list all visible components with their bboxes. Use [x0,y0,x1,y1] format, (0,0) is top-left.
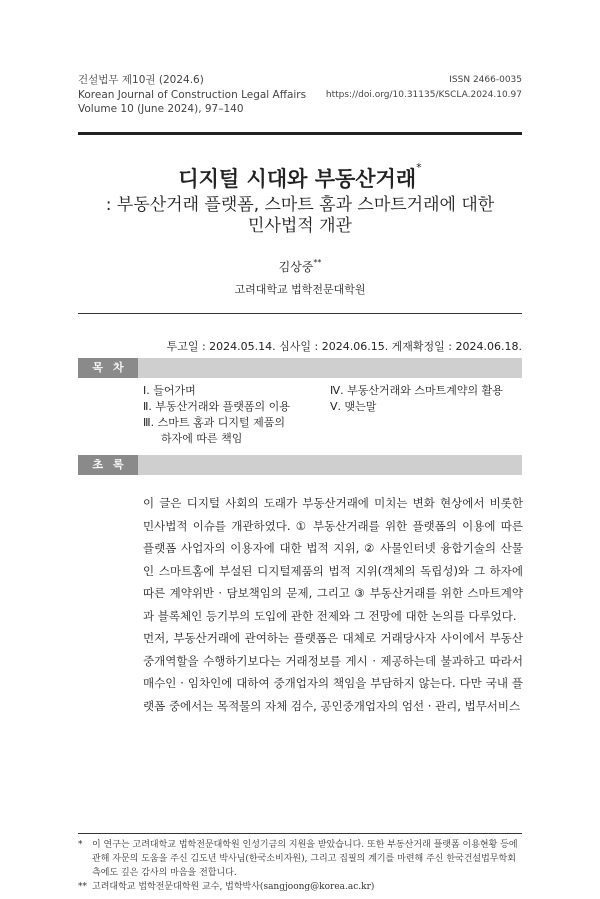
author [0,258,600,275]
footnote-2-text: 고려대학교 법학전문대학원 교수, 법학박사(sangjoong@korea.ac.kr) [92,882,375,892]
journal-name-en: Korean Journal of Construction Legal Affairs [78,88,307,101]
footnote-1 [78,838,522,880]
footnote-2 [78,880,522,894]
journal-identifiers [326,73,522,102]
author-footnote-mark: ** [313,258,322,267]
author-name: 김상중 [278,260,314,274]
section-rule [78,313,522,314]
subtitle-line-1: : 부동산거래 플랫폼, 스마트 홈과 스마트거래에 대한 [105,195,495,215]
issn: ISSN 2466-0035 [449,75,522,85]
toc-item-5[interactable]: Ⅴ. 맺는말 [330,400,377,413]
author-affiliation: 고려대학교 법학전문대학원 [234,283,366,296]
abstract-bar [78,455,522,475]
toc-label: 목차 [78,358,138,378]
toc-item-4[interactable]: Ⅳ. 부동산거래와 스마트계약의 활용 [330,384,503,397]
toc-item-3-cont[interactable]: 하자에 따른 책임 [161,432,243,445]
article-title-text: 디지털 시대와 부동산거래 [178,167,417,191]
subtitle-line-2: 민사법적 개관 [248,216,352,236]
toc-item-2[interactable]: Ⅱ. 부동산거래와 플랫폼의 이용 [143,400,290,413]
abstract-paragraph-1: 이 글은 디지털 사회의 도래가 부동산거래에 미치는 변화 현상에서 비롯한 민사법적 이슈를 개관하였다. ① 부동산거래를 위한 플랫폼의 이용에 따른 플랫폼 사업자의 이용자에 대한 법적 지위, ② 사물인터넷 융합기술의 산물인 스마트홈에 부설된 디지털제품의 법적 지위(객체의 독립성)와 그 하자에 따른 계약위반 · 담보책임의 문제, 그리고 ③ 부동산거래를 위한 스마트계약과 블록체인 등기부의 도입에 관한 전제와 그 전망에 대한 논의를 다루었다. [143,496,523,623]
abstract-label: 초록 [78,455,138,475]
toc-item-1[interactable]: Ⅰ. 들어가며 [143,384,196,397]
toc-right-column [330,383,503,415]
footnote-1-text: 이 연구는 고려대학교 법학전문대학원 인성기금의 지원을 받았습니다. 또한 부동산거래 플랫폼 이용현황 등에 관해 자문의 도움을 주신 김도년 박사님(한국소비자원), 그리고 집필의 계기를 마련해 주신 한국건설법무학회 측에도 깊은 감사의 마음을 전합니다. [92,840,518,878]
header-rule [78,132,522,135]
journal-header [78,73,306,117]
toc-item-3[interactable]: Ⅲ. 스마트 홈과 디지털 제품의 [143,416,285,429]
footnotes [78,838,522,894]
toc-bar [78,358,522,378]
journal-name-kr: 건설법무 제10권 (2024.6) [78,74,204,86]
article-title [0,163,600,193]
doi-link[interactable]: https://doi.org/10.31135/KSCLA.2024.10.97 [325,89,522,100]
abstract-paragraph-2: 먼저, 부동산거래에 관여하는 플랫폼은 대체로 거래당사자 사이에서 부동산 중개역할을 수행하기보다는 거래정보를 게시 · 제공하는데 불과하고 따라서 매수인 · 임차인에 대하여 중개업자의 책임을 부담하지 않는다. 다만 국내 플랫폼 중에서는 목적물의 자체 검수, 공인중개업자의 엄선 · 관리, 법무서비스 [143,631,523,713]
footnote-1-mark: * [78,840,83,850]
journal-volume: Volume 10 (June 2024), 97–140 [78,103,244,115]
toc-left-column [143,383,290,447]
submission-dates: 투고일 : 2024.05.14. 심사일 : 2024.06.15. 게재확정일 : 2024.06.18. [166,340,522,353]
footnote-rule [78,833,522,834]
article-subtitle [0,195,600,237]
abstract-body [143,492,523,717]
footnote-2-mark: ** [78,882,87,892]
title-footnote-mark: * [416,161,422,174]
